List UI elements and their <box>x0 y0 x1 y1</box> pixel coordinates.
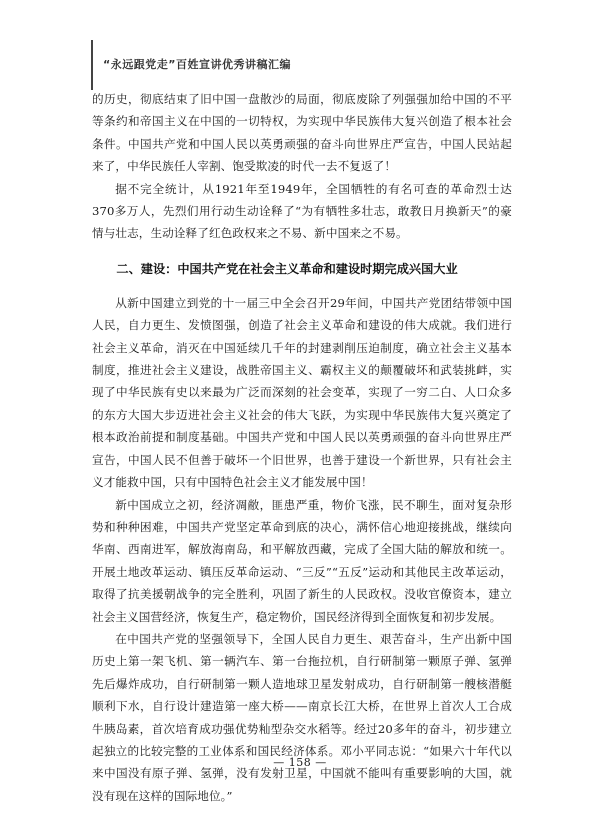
paragraph: 据不完全统计，从1921年至1949年，全国牺牲的有名可查的革命烈士达370多万人，先烈们用行动生动诠释了“为有牺牲多壮志，敢教日月换新天”的豪情与壮志，生动诠释了红色政权来之不易、新中国来之不易。 <box>92 181 512 241</box>
section-heading: 二、建设：中国共产党在社会主义革命和建设时期完成兴国大业 <box>116 261 458 276</box>
body-text <box>92 88 512 807</box>
header-rule <box>91 40 93 90</box>
paragraph: 新中国成立之初，经济凋敝，匪患严重，物价飞涨，民不聊生，面对复杂形势和种种困难，中国共产党坚定革命到底的决心，满怀信心地迎接挑战，继续向华南、西南进军，解放海南岛，和平解放西藏，完成了全国大陆的解放和统一。开展土地改革运动、镇压反革命运动、“三反”“五反”运动和其他民主改革运动，取得了抗美援朝战争的完全胜利，巩固了新生的人民政权。没收官僚资本，建立社会主义国营经济，恢复生产，稳定物价，国民经济得到全面恢复和初步发展。 <box>92 497 512 624</box>
running-header: “永远跟党走”百姓宣讲优秀讲稿汇编 <box>103 58 291 71</box>
paragraph: 的历史，彻底结束了旧中国一盘散沙的局面，彻底废除了列强强加给中国的不平等条约和帝国主义在中国的一切特权，为实现中华民族伟大复兴创造了根本社会条件。中国共产党和中国人民以英勇顽强的奋斗向世界庄严宣告，中国人民站起来了，中华民族任人宰割、饱受欺凌的时代一去不复返了！ <box>92 92 512 174</box>
paragraph: 在中国共产党的坚强领导下，全国人民自力更生、艰苦奋斗，生产出新中国历史上第一架飞机、第一辆汽车、第一台拖拉机，自行研制第一颗原子弹、氢弹先后爆炸成功，自行研制第一颗人造地球卫星发射成功，自行研制第一艘核潜艇顺利下水，自行设计建造第一座大桥——南京长江大桥，在世界上首次人工合成牛胰岛素，首次培育成功强优势籼型杂交水稻等。经过20多年的奋斗，初步建立起独立的比较完整的工业体系和国民经济体系。邓小平同志说：“如果六十年代以来中国没有原子弹、氢弹，没有发射卫星，中国就不能叫有重要影响的大国，就没有现在这样的国际地位。” <box>92 631 512 803</box>
paragraph: 从新中国建立到党的十一届三中全会召开29年间，中国共产党团结带领中国人民，自力更生、发愤图强，创造了社会主义革命和建设的伟大成就。我们进行社会主义革命，消灭在中国延续几千年的封建剥削压迫制度，确立社会主义基本制度，推进社会主义建设，战胜帝国主义、霸权主义的颠覆破坏和武装挑衅，实现了中华民族有史以来最为广泛而深刻的社会变革，实现了一穷二白、人口众多的东方大国大步迈进社会主义社会的伟大飞跃，为实现中华民族伟大复兴奠定了根本政治前提和制度基础。中国共产党和中国人民以英勇顽强的奋斗向世界庄严宣告，中国人民不但善于破坏一个旧世界，也善于建设一个新世界，只有社会主义才能救中国，只有中国特色社会主义才能发展中国！ <box>92 295 512 490</box>
page-number: — 158 — <box>273 756 327 769</box>
